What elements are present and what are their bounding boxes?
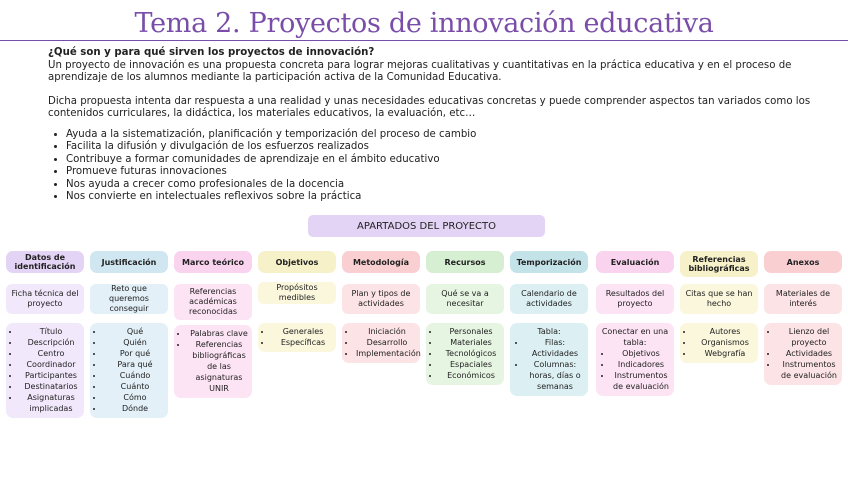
list-item: • Columnas: horas, días o semanas — [526, 359, 584, 392]
list-item: • Webgrafía — [694, 348, 756, 359]
section-list — [258, 323, 336, 352]
section-description: Ficha técnica del proyecto — [6, 284, 84, 314]
list-item: • Económicos — [440, 370, 502, 381]
section-header: Objetivos — [258, 251, 336, 273]
list-item: • Instrumentos de evaluación — [612, 370, 670, 392]
list-item: • Nos convierte en intelectuales reflexivos sobre la práctica — [66, 191, 818, 203]
intro-text — [48, 47, 818, 203]
list-item: • Cuándo — [104, 370, 166, 381]
list-item: • Implementación — [356, 348, 418, 359]
apartados-header: APARTADOS DEL PROYECTO — [308, 215, 545, 237]
list-item: • Generales — [272, 326, 334, 337]
list-item: • Centro — [20, 348, 82, 359]
section-header: Referencias bibliográficas — [680, 251, 758, 277]
list-item: • Espaciales — [440, 359, 502, 370]
list-item: • Específicas — [272, 337, 334, 348]
list-item: • Objetivos — [612, 348, 670, 359]
list-item: • Quién — [104, 337, 166, 348]
list-item: • Participantes — [20, 370, 82, 381]
section-list-intro: Conectar en una tabla: — [601, 327, 669, 347]
list-item: • Indicadores — [612, 359, 670, 370]
list-item: • Título — [20, 326, 82, 337]
section-list — [426, 323, 504, 385]
section-description: Calendario de actividades — [510, 284, 588, 314]
list-item: • Lienzo del proyecto — [778, 326, 840, 348]
list-item: • Dónde — [104, 403, 166, 414]
title-divider — [0, 40, 848, 41]
list-item: • Referencias bibliográficas de las asignaturas UNIR — [188, 339, 250, 394]
section-header: Evaluación — [596, 251, 674, 273]
section-list — [174, 325, 252, 398]
intro-paragraph-2: Dicha propuesta intenta dar respuesta a una realidad y unas necesidades educativas concretas y puede comprender aspectos tan variados como los contenidos curriculares, la didáctica, los materiales educativos, la evaluación, etc… — [48, 95, 811, 120]
section-description: Qué se va a necesitar — [426, 284, 504, 314]
section-header: Recursos — [426, 251, 504, 273]
list-item: • Desarrollo — [356, 337, 418, 348]
list-item: • Palabras clave — [188, 328, 250, 339]
section-list — [6, 323, 84, 418]
section-header: Temporización — [510, 251, 588, 273]
section-list — [510, 323, 588, 396]
section-header: Justificación — [90, 251, 168, 273]
list-item: • Autores — [694, 326, 756, 337]
list-item: • Actividades — [778, 348, 840, 359]
list-item: • Qué — [104, 326, 166, 337]
page-title: Tema 2. Proyectos de innovación educativa — [134, 8, 714, 39]
list-item: • Promueve futuras innovaciones — [66, 166, 818, 178]
section-description: Reto que queremos conseguir — [90, 284, 168, 314]
list-item: • Nos ayuda a crecer como profesionales de la docencia — [66, 179, 818, 191]
section-header: Marco teórico — [174, 251, 252, 273]
list-item: • Por qué — [104, 348, 166, 359]
list-item: • Destinatarios — [20, 381, 82, 392]
section-header: Anexos — [764, 251, 842, 273]
section-list — [764, 323, 842, 385]
list-item: • Filas: Actividades — [526, 337, 584, 359]
list-item: • Facilita la difusión y divulgación de los esfuerzos realizados — [66, 141, 818, 153]
section-list — [596, 323, 674, 396]
list-item: • Ayuda a la sistematización, planificación y temporización del proceso de cambio — [66, 129, 818, 141]
list-item: • Para qué — [104, 359, 166, 370]
section-list — [342, 323, 420, 363]
section-description: Propósitos medibles — [258, 282, 336, 304]
intro-question: ¿Qué son y para qué sirven los proyectos de innovación? — [48, 47, 375, 58]
section-header: Datos de identificación — [6, 251, 84, 273]
section-list — [680, 323, 758, 363]
list-item: • Asignaturas implicadas — [20, 392, 82, 414]
list-item: • Instrumentos de evaluación — [778, 359, 840, 381]
list-item: • Personales — [440, 326, 502, 337]
section-description: Referencias académicas reconocidas — [174, 284, 252, 320]
section-list-intro: Tabla: — [537, 327, 561, 336]
intro-bullet-list — [48, 129, 818, 203]
section-description: Materiales de interés — [764, 284, 842, 314]
section-list — [90, 323, 168, 418]
section-description: Resultados del proyecto — [596, 284, 674, 314]
list-item: • Iniciación — [356, 326, 418, 337]
list-item: • Cómo — [104, 392, 166, 403]
intro-paragraph-1: Un proyecto de innovación es una propuesta concreta para lograr mejoras cualitativas y cuantitativas en la práctica educativa y en el proceso de aprendizaje de los alumnos mediante la participación activa de la Comunidad Educativa. — [48, 59, 792, 84]
list-item: • Materiales — [440, 337, 502, 348]
list-item: • Cuánto — [104, 381, 166, 392]
list-item: • Coordinador — [20, 359, 82, 370]
section-description: Citas que se han hecho — [680, 284, 758, 314]
list-item: • Tecnológicos — [440, 348, 502, 359]
list-item: • Contribuye a formar comunidades de aprendizaje en el ámbito educativo — [66, 154, 818, 166]
section-description: Plan y tipos de actividades — [342, 284, 420, 314]
list-item: • Descripción — [20, 337, 82, 348]
section-header: Metodología — [342, 251, 420, 273]
list-item: • Organismos — [694, 337, 756, 348]
